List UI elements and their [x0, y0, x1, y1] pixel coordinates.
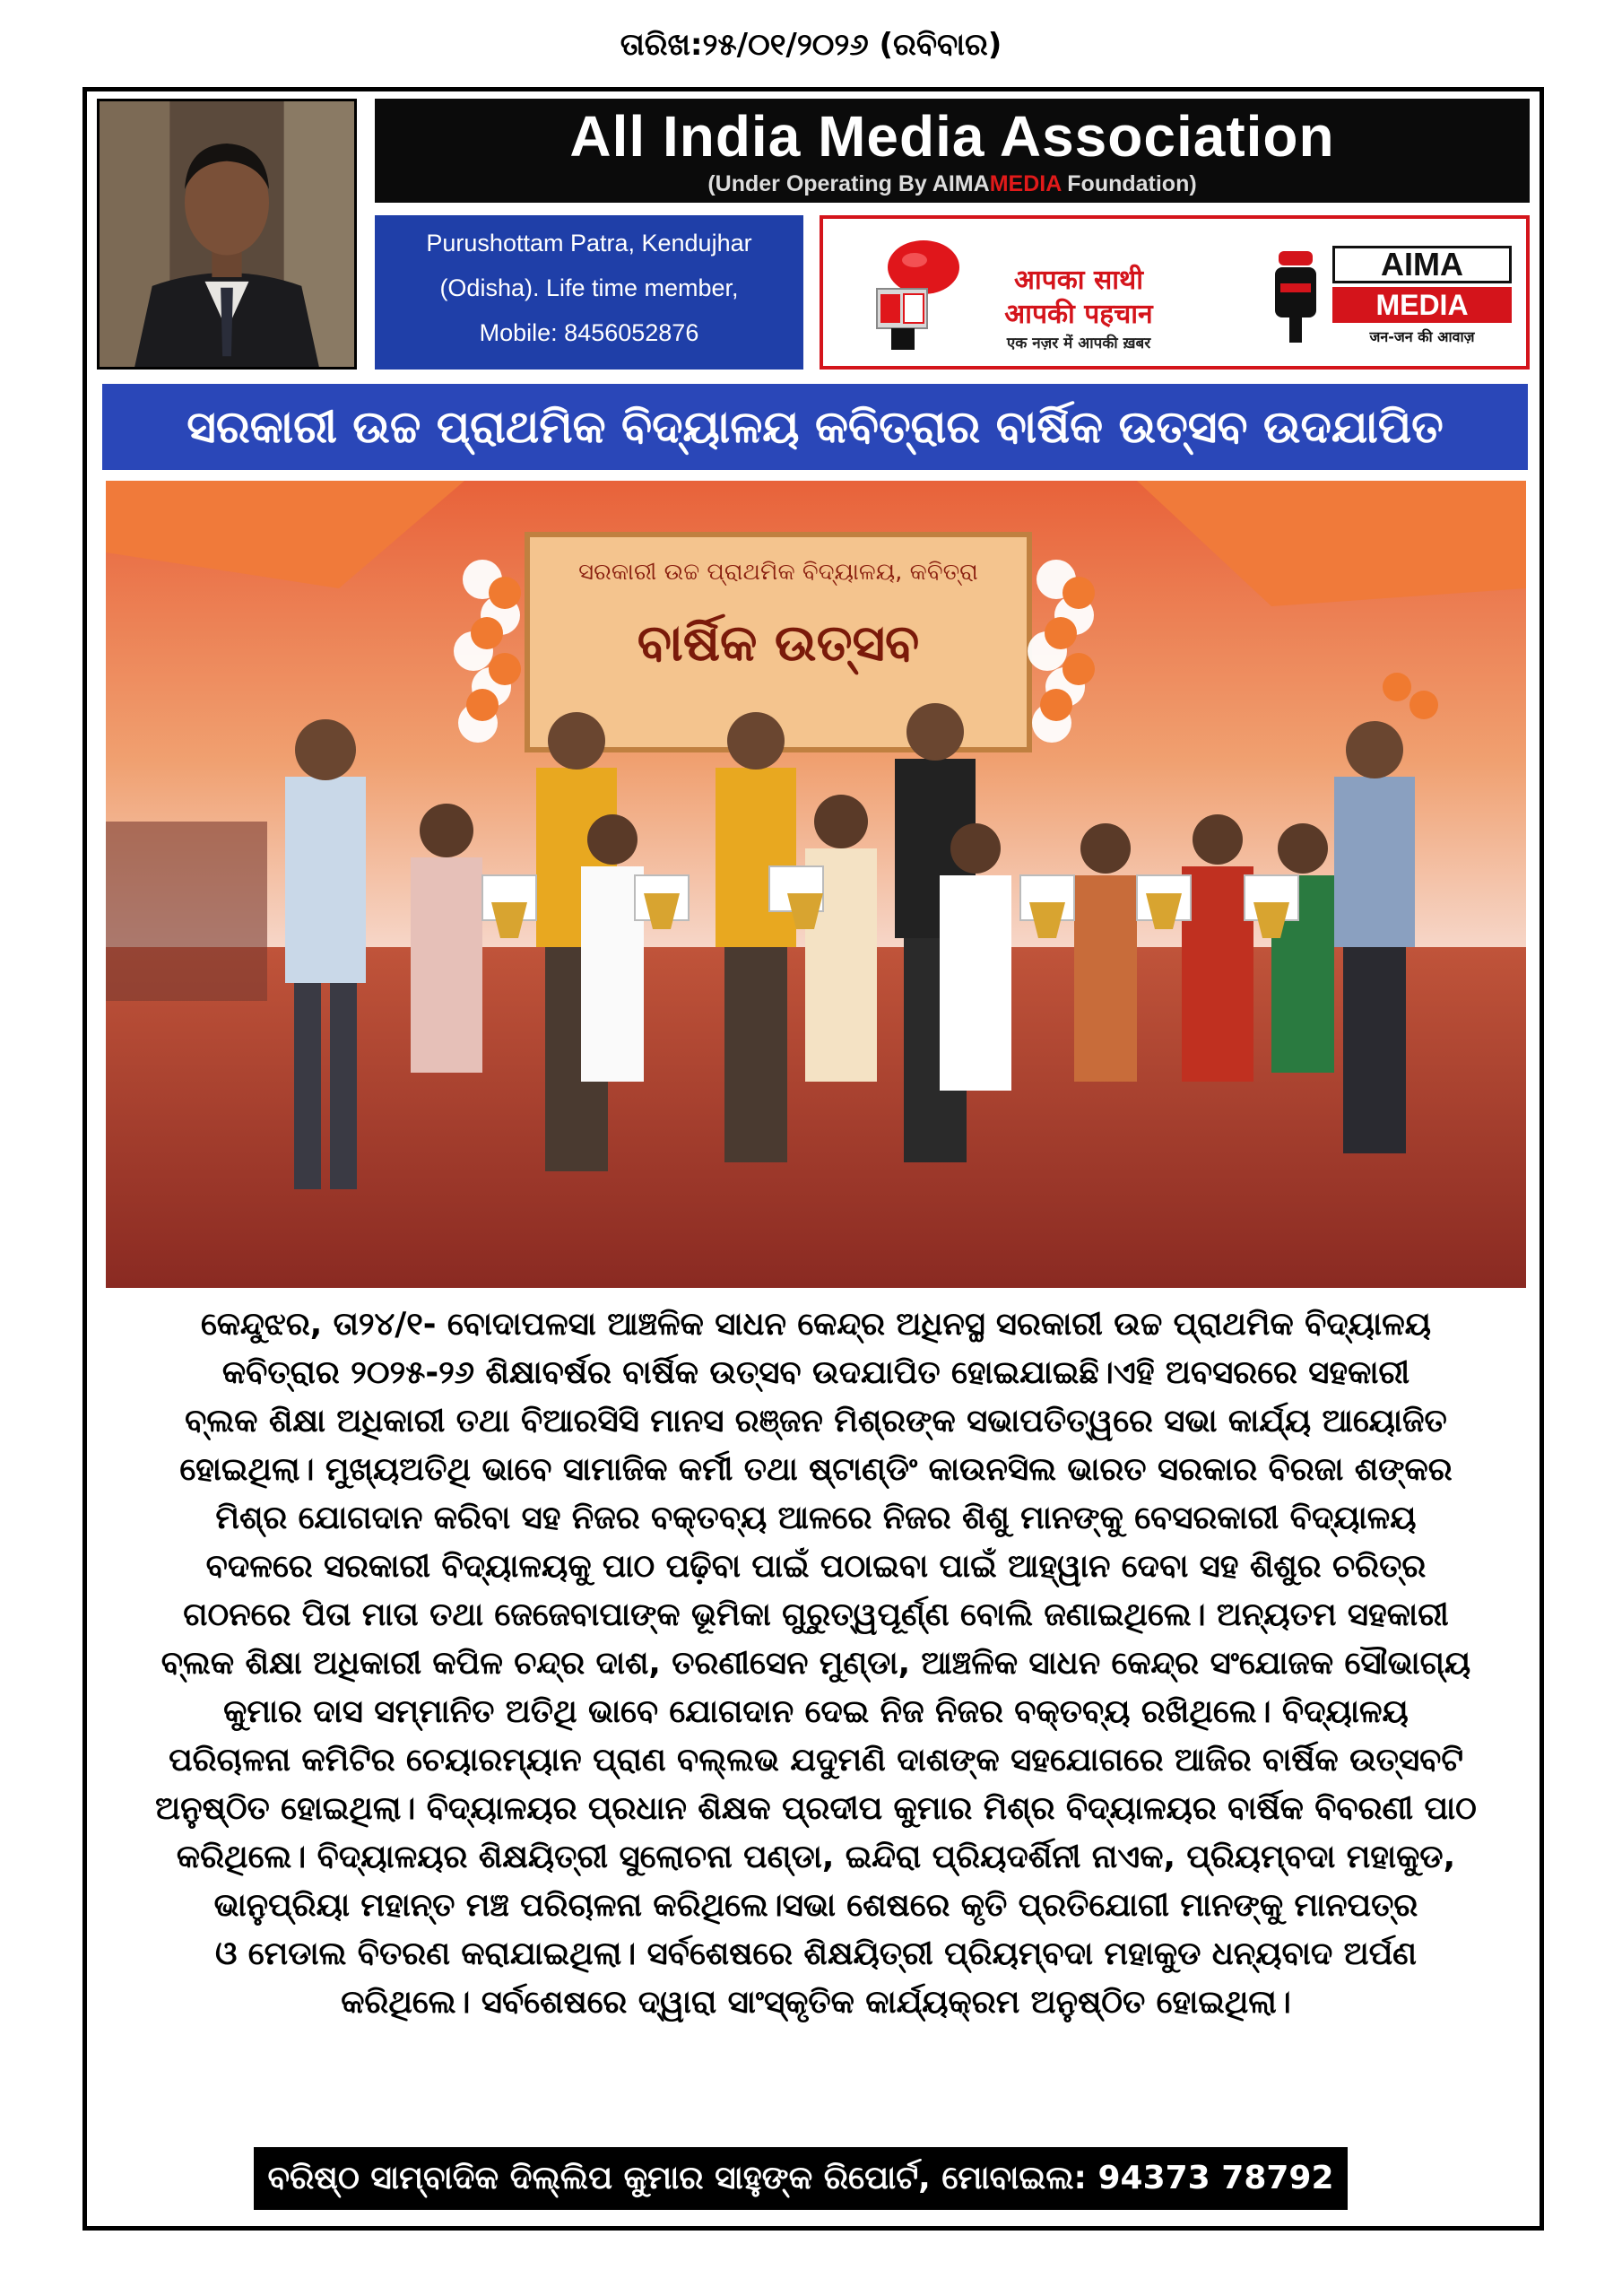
aima-media-logo: [1270, 244, 1515, 350]
article-line: ଅନୁଷ୍ଠିତ ହୋଇଥିଲା। ବିଦ୍ୟାଳୟର ପ୍ରଧାନ ଶିକ୍ଷକ ପ୍ରଦୀପ କୁମାର ମିଶ୍ର ବିଦ୍ୟାଳୟର ବାର୍ଷିକ ବିବରଣୀ ପାଠ: [155, 1790, 1477, 1827]
event-photograph: [106, 481, 1526, 1288]
stage-banner-text: ସରକାରୀ ଉଚ୍ଚ ପ୍ରାଥମିକ ବିଦ୍ୟାଳୟ, କବିତ୍ରା: [578, 559, 978, 586]
article-line: ଓ ମେଡାଲ ବିତରଣ କରାଯାଇଥିଲା। ସର୍ବଶେଷରେ ଶିକ୍ଷୟିତ୍ରୀ ପ୍ରିୟମ୍ବଦା ମହାକୁଡ ଧନ୍ୟବାଦ ଅର୍ପଣ: [214, 1935, 1418, 1972]
reporter-footer: ବରିଷ୍ଠ ସାମ୍ବାଦିକ ଦିଲ୍ଲିପ କୁମାର ସାହୁଙ୍କ ରିପୋର୍ଟ, ମୋବାଇଲ: 94373 78792: [254, 2147, 1348, 2210]
article-line: କରିଥିଲେ। ସର୍ବଶେଷରେ ଦ୍ୱାରା ସାଂସ୍କୃତିକ କାର୍ଯ୍ୟକ୍ରମ ଅନୁଷ୍ଠିତ ହୋଇଥିଲା।: [341, 1984, 1291, 2021]
member-portrait: [97, 99, 357, 370]
subtitle-text-post: Foundation): [1061, 171, 1197, 196]
subtitle-accent: MEDIA: [989, 171, 1062, 196]
article-line: ମିଶ୍ର ଯୋଗଦାନ କରିବା ସହ ନିଜର ବକ୍ତବ୍ୟ ଆଳରେ ନିଜର ଶିଶୁ ମାନଙ୍କୁ ବେସରକାରୀ ବିଦ୍ୟାଳୟ: [215, 1500, 1417, 1536]
ad-slogan-3: एक नज़र में आपकी ख़बर: [1006, 335, 1151, 352]
stage-banner-title: ବାର୍ଷିକ ଉତ୍ସବ: [637, 614, 920, 673]
article-line: ବ୍ଲକ ଶିକ୍ଷା ଅଧିକାରୀ ତଥା ବିଆରସିସି ମାନସ ରଞ୍ଜନ ମିଶ୍ରଙ୍କ ସଭାପତିତ୍ୱରେ ସଭା କାର୍ଯ୍ୟ ଆୟୋଜିତ: [185, 1403, 1447, 1439]
association-title-box: [375, 99, 1530, 203]
article-body: [106, 1300, 1526, 2027]
article-line: ବ୍ଲକ ଶିକ୍ଷା ଅଧିକାରୀ କପିଳ ଚନ୍ଦ୍ର ଦାଶ, ତରଣୀସେନ ମୁଣ୍ଡା, ଆଞ୍ଚଳିକ ସାଧନ କେନ୍ଦ୍ର ସଂଯୋଜକ ସୌଭାଗ୍ୟ: [160, 1645, 1471, 1682]
member-status: (Odisha). Life time member,: [439, 274, 739, 301]
member-info-box: [375, 215, 803, 370]
logo-tagline: जन-जन की आवाज़: [1369, 328, 1475, 345]
news-headline: ସରକାରୀ ଉଚ୍ଚ ପ୍ରାଥମିକ ବିଦ୍ୟାଳୟ କବିତ୍ରାର ବାର୍ଷିକ ଉତ୍ସବ ଉଦଯାପିତ: [102, 384, 1528, 470]
article-line: ଭାନୁପ୍ରିୟା ମହାନ୍ତ ମଞ୍ଚ ପରିଚାଳନା କରିଥିଲେ।ସଭା ଶେଷରେ କୃତି ପ୍ରତିଯୋଗୀ ମାନଙ୍କୁ ମାନପତ୍ର: [213, 1887, 1418, 1924]
member-name: Purushottam Patra, Kendujhar: [426, 230, 752, 257]
microphone-icon: [859, 237, 967, 352]
logo-aima-text: AIMA: [1332, 246, 1512, 283]
association-title: All India Media Association: [569, 104, 1335, 169]
article-line: କରିଥିଲେ। ବିଦ୍ୟାଳୟର ଶିକ୍ଷୟିତ୍ରୀ ସୁଲୋଚନା ପଣ୍ଡା, ଇନ୍ଦିରା ପ୍ରିୟଦର୍ଶିନୀ ନାଏକ, ପ୍ରିୟମ୍ବଦା ମହାକୁଡ,: [176, 1839, 1456, 1875]
article-line: ହୋଇଥିଲା। ମୁଖ୍ୟଅତିଥି ଭାବେ ସାମାଜିକ କର୍ମୀ ତଥା ଷ୍ଟାଣ୍ଡିଂ କାଉନସିଲ ଭାରତ ସରକାର ବିରଜା ଶଙ୍କର: [179, 1451, 1453, 1488]
article-line: ପରିଚାଳନା କମିଟିର ଚେୟାରମ୍ୟାନ ପ୍ରାଣ ବଲ୍ଲଭ ଯଦୁମଣି ଦାଶଙ୍କ ସହଯୋଗରେ ଆଜିର ବାର୍ଷିକ ଉତ୍ସବଟି: [169, 1742, 1463, 1779]
mic-logo-icon: [1270, 248, 1322, 346]
subtitle-text-pre: (Under Operating By AIMA: [707, 171, 990, 196]
article-line: କୁମାର ଦାସ ସମ୍ମାନିତ ଅତିଥି ଭାବେ ଯୋଗଦାନ ଦେଇ ନିଜ ନିଜର ବକ୍ତବ୍ୟ ରଖିଥିଲେ। ବିଦ୍ୟାଳୟ: [223, 1693, 1409, 1730]
article-line: ଗଠନରେ ପିତା ମାତା ତଥା ଜେଜେବାପାଙ୍କ ଭୂମିକା ଗୁରୁତ୍ୱପୂର୍ଣ୍ଣ ବୋଲି ଜଣାଇଥିଲେ। ଅନ୍ୟତମ ସହକାରୀ: [183, 1596, 1449, 1633]
association-subtitle: [375, 170, 1530, 197]
member-mobile: Mobile: 8456052876: [479, 319, 699, 346]
ad-slogan-2: आपकी पहचान: [1004, 299, 1153, 330]
aima-media-ad: [820, 215, 1530, 370]
article-line: କେନ୍ଦୁଝର, ତା୨୪/୧- ବୋଦାପଳସା ଆଞ୍ଚଳିକ ସାଧନ କେନ୍ଦ୍ର ଅଧିନସ୍ଥ ସରକାରୀ ଉଚ୍ଚ ପ୍ରାଥମିକ ବିଦ୍ୟାଳୟ: [200, 1306, 1432, 1343]
logo-media-text: MEDIA: [1332, 287, 1512, 323]
ad-slogan-1: आपका साथी: [1014, 265, 1143, 296]
article-line: କବିତ୍ରାର ୨୦୨୫-୨୬ ଶିକ୍ଷାବର୍ଷର ବାର୍ଷିକ ଉତ୍ସବ ଉଦଯାପିତ ହୋଇଯାଇଛି।ଏହି ଅବସରରେ ସହକାରୀ: [221, 1354, 1410, 1391]
date-line: ତାରିଖ:୨୫/୦୧/୨୦୨୬ (ରବିବାର): [620, 27, 1002, 63]
article-line: ବଦଳରେ ସରକାରୀ ବିଦ୍ୟାଳୟକୁ ପାଠ ପଢ଼ିବା ପାଇଁ ପଠାଇବା ପାଇଁ ଆହ୍ୱାନ ଦେବା ସହ ଶିଶୁର ଚରିତ୍ର: [205, 1548, 1427, 1585]
